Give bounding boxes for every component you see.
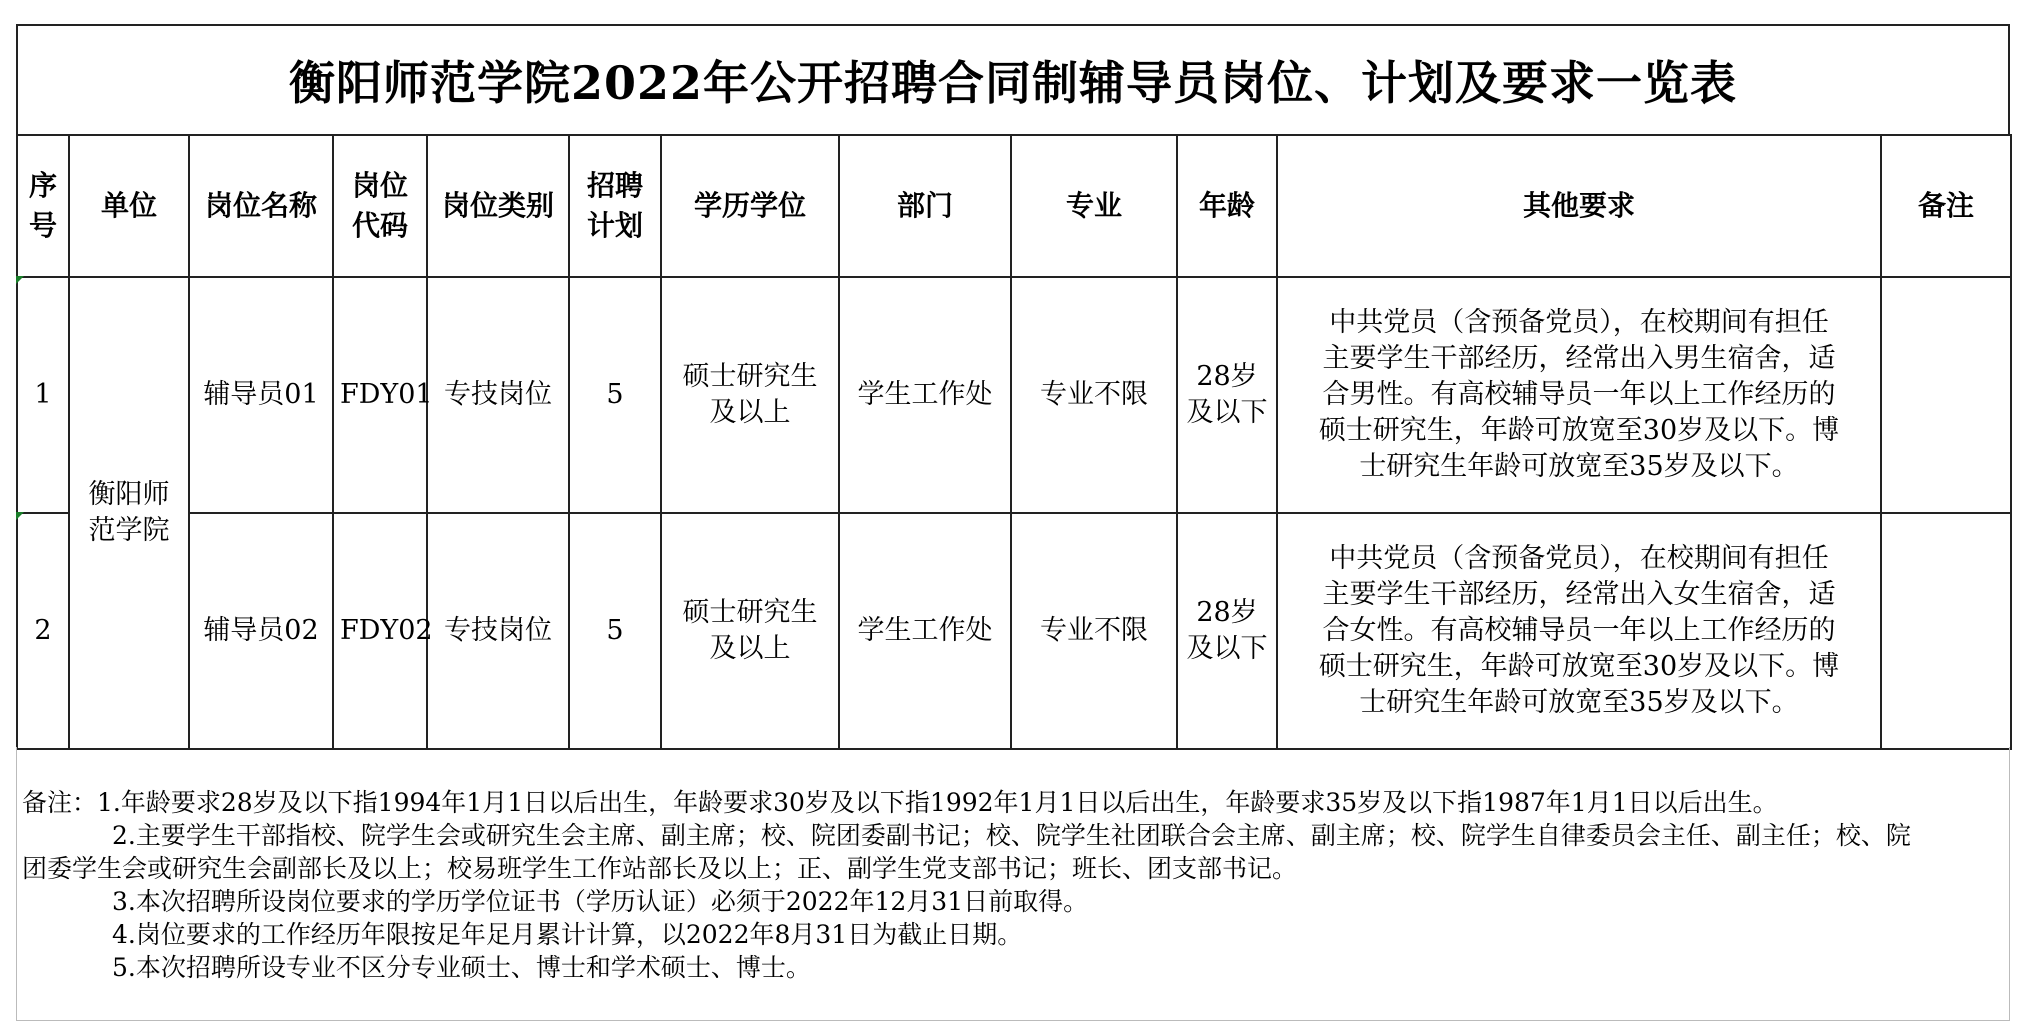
- cell-major[interactable]: 专业不限: [1011, 513, 1177, 749]
- notes-border-right: [2009, 747, 2010, 1020]
- cell-remark[interactable]: [1881, 277, 2011, 513]
- cell-other-requirements[interactable]: 中共党员（含预备党员），在校期间有担任 主要学生干部经历，经常出入男生宿舍，适 合男性。有高校辅导员一年以上工作经历的 硕士研究生，年龄可放宽至30岁及以下。博 士研究生年龄可放宽至35岁及以下。: [1277, 277, 1881, 513]
- cell-remark[interactable]: [1881, 513, 2011, 749]
- cell-other-requirements[interactable]: 中共党员（含预备党员），在校期间有担任 主要学生干部经历，经常出入女生宿舍，适 合女性。有高校辅导员一年以上工作经历的 硕士研究生，年龄可放宽至30岁及以下。博 士研究生年龄可放宽至35岁及以下。: [1277, 513, 1881, 749]
- cell-major[interactable]: 专业不限: [1011, 277, 1177, 513]
- header-row: [17, 135, 2011, 277]
- cell-position-name[interactable]: 辅导员01: [189, 277, 333, 513]
- cell-unit[interactable]: 衡阳师 范学院: [69, 277, 189, 749]
- header-plan[interactable]: 招聘 计划: [569, 135, 661, 277]
- header-major[interactable]: 专业: [1011, 135, 1177, 277]
- note-2-continued: 团委学生会或研究生会副部长及以上；校易班学生工作站部长及以上；正、副学生党支部书记；班长、团支部书记。: [22, 854, 1298, 883]
- cell-position-name[interactable]: 辅导员02: [189, 513, 333, 749]
- header-department[interactable]: 部门: [839, 135, 1011, 277]
- cell-education[interactable]: 硕士研究生 及以上: [661, 277, 839, 513]
- note-4: 4.岗位要求的工作经历年限按足年足月累计计算，以2022年8月31日为截止日期。: [112, 920, 1023, 949]
- title-cell[interactable]: [16, 24, 2010, 134]
- cell-position-code[interactable]: FDY01: [333, 277, 427, 513]
- page-title: 衡阳师范学院2022年公开招聘合同制辅导员岗位、计划及要求一览表: [288, 56, 1738, 110]
- note-2: 2.主要学生干部指校、院学生会或研究生会主席、副主席；校、院团委副书记；校、院学生社团联合会主席、副主席；校、院学生自律委员会主任、副主任；校、院: [112, 821, 1911, 850]
- header-other-requirements[interactable]: 其他要求: [1277, 135, 1881, 277]
- table-row: [17, 513, 2011, 749]
- cell-age[interactable]: 28岁 及以下: [1177, 277, 1277, 513]
- cell-category[interactable]: 专技岗位: [427, 513, 569, 749]
- cell-age[interactable]: 28岁 及以下: [1177, 513, 1277, 749]
- notes-border-bottom: [16, 1020, 2010, 1021]
- cell-seq[interactable]: 1: [17, 277, 69, 513]
- notes-border-left: [16, 747, 17, 1020]
- note-1: 备注：1.年龄要求28岁及以下指1994年1月1日以后出生，年龄要求30岁及以下指1992年1月1日以后出生，年龄要求35岁及以下指1987年1月1日以后出生。: [22, 788, 1778, 817]
- header-remark[interactable]: 备注: [1881, 135, 2011, 277]
- cell-plan[interactable]: 5: [569, 513, 661, 749]
- notes-block[interactable]: [22, 786, 2008, 984]
- cell-category[interactable]: 专技岗位: [427, 277, 569, 513]
- note-3: 3.本次招聘所设岗位要求的学历学位证书（学历认证）必须于2022年12月31日前取得。: [112, 887, 1089, 916]
- header-position-name[interactable]: 岗位名称: [189, 135, 333, 277]
- cell-plan[interactable]: 5: [569, 277, 661, 513]
- header-unit[interactable]: 单位: [69, 135, 189, 277]
- header-position-code[interactable]: 岗位 代码: [333, 135, 427, 277]
- header-seq[interactable]: 序 号: [17, 135, 69, 277]
- header-category[interactable]: 岗位类别: [427, 135, 569, 277]
- table-row: [17, 277, 2011, 513]
- cell-department[interactable]: 学生工作处: [839, 513, 1011, 749]
- cell-position-code[interactable]: FDY02: [333, 513, 427, 749]
- header-age[interactable]: 年龄: [1177, 135, 1277, 277]
- header-education[interactable]: 学历学位: [661, 135, 839, 277]
- cell-education[interactable]: 硕士研究生 及以上: [661, 513, 839, 749]
- note-5: 5.本次招聘所设专业不区分专业硕士、博士和学术硕士、博士。: [112, 953, 811, 982]
- recruitment-table: [16, 134, 2012, 750]
- cell-seq[interactable]: 2: [17, 513, 69, 749]
- cell-department[interactable]: 学生工作处: [839, 277, 1011, 513]
